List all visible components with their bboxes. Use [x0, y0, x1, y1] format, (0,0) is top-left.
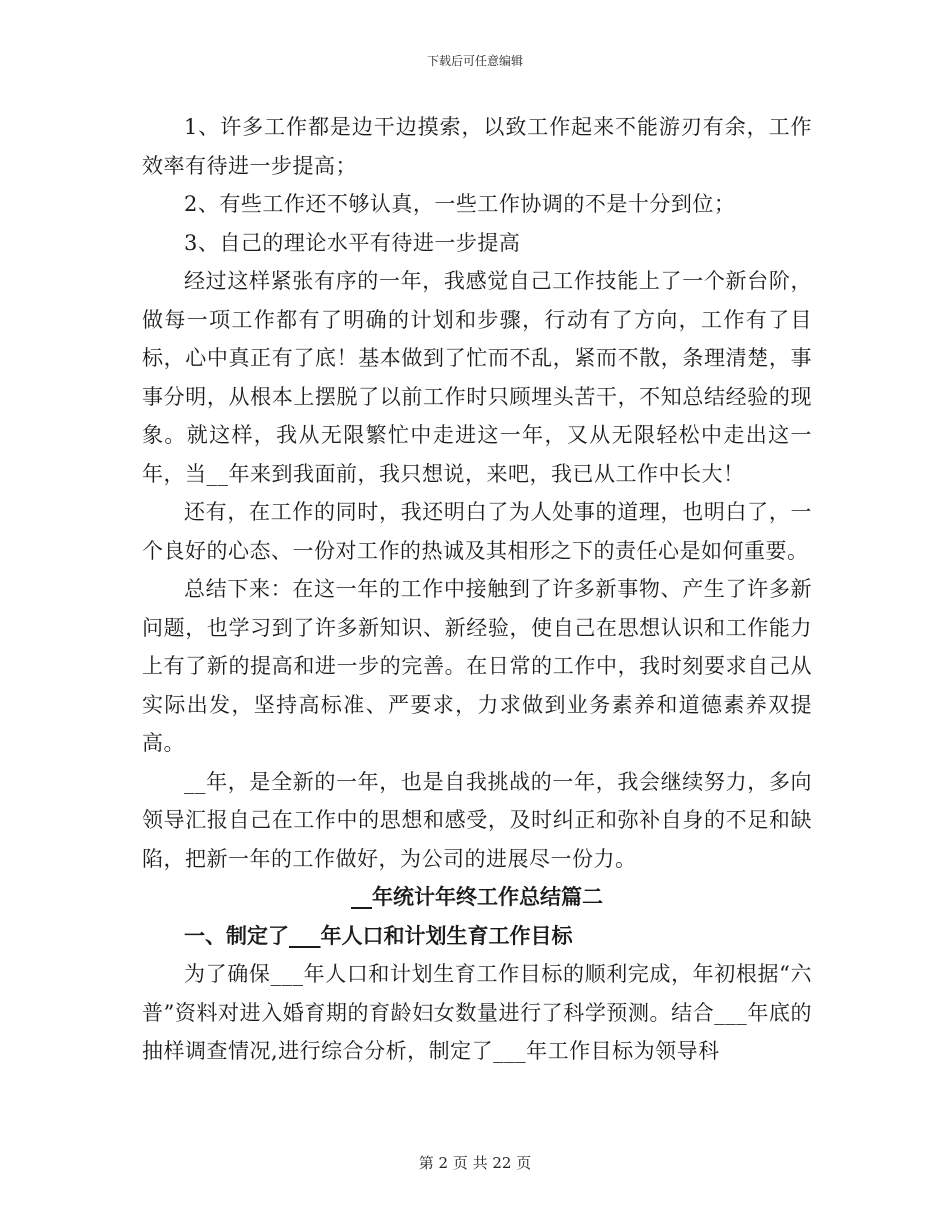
paragraph-reflection: 经过这样紧张有序的一年，我感觉自己工作技能上了一个新台阶，做每一项工作都有了明确的计划和步骤，行动有了方向，工作有了目标，心中真正有了底！基本做到了忙而不乱，紧而不散，条理清楚，事事分明，从根本上摆脱了以前工作时只顾埋头苦干，不知总结经验的现象。就这样，我从无限繁忙中走进这一年，又从无限轻松中走出这一年，当__年来到我面前，我只想说，来吧，我已从工作中长大！	[142, 269, 812, 486]
subsection-title: 一、制定了___年人口和计划生育工作目标	[184, 923, 573, 948]
section-title: __年统计年终工作总结篇二	[351, 885, 603, 909]
document-body	[142, 108, 812, 1071]
paragraph-attitude: 还有，在工作的同时，我还明白了为人处事的道理，也明白了，一个良好的心态、一份对工作的热诚及其相形之下的责任心是如何重要。	[142, 500, 812, 563]
paragraph-summary: 总结下来：在这一年的工作中接触到了许多新事物、产生了许多新问题，也学习到了许多新知识、新经验，使自己在思想认识和工作能力上有了新的提高和进一步的完善。在日常的工作中，我时刻要求自己从实际出发，坚持高标准、严要求，力求做到业务素养和道德素养双提高。	[142, 577, 812, 755]
page-header: 下载后可任意编辑	[426, 54, 523, 68]
page-number-footer: 第 2 页 共 22 页	[418, 1154, 532, 1172]
paragraph-issue-1: 1、许多工作都是边干边摸索，以致工作起来不能游刃有余，工作效率有待进一步提高；	[142, 115, 812, 178]
paragraph-goals: 为了确保___年人口和计划生育工作目标的顺利完成，年初根据“六普”资料对进入婚育期的育龄妇女数量进行了科学预测。结合___年底的抽样调查情况,进行综合分析，制定了___年工作目标为领导科	[142, 962, 812, 1063]
paragraph-outlook: __年，是全新的一年，也是自我挑战的一年，我会继续努力，多向领导汇报自己在工作中的思想和感受，及时纠正和弥补自身的不足和缺陷，把新一年的工作做好，为公司的进展尽一份力。	[142, 769, 812, 871]
paragraph-issue-3: 3、自己的理论水平有待进一步提高	[184, 230, 521, 255]
paragraph-issue-2: 2、有些工作还不够认真，一些工作协调的不是十分到位；	[184, 192, 736, 216]
